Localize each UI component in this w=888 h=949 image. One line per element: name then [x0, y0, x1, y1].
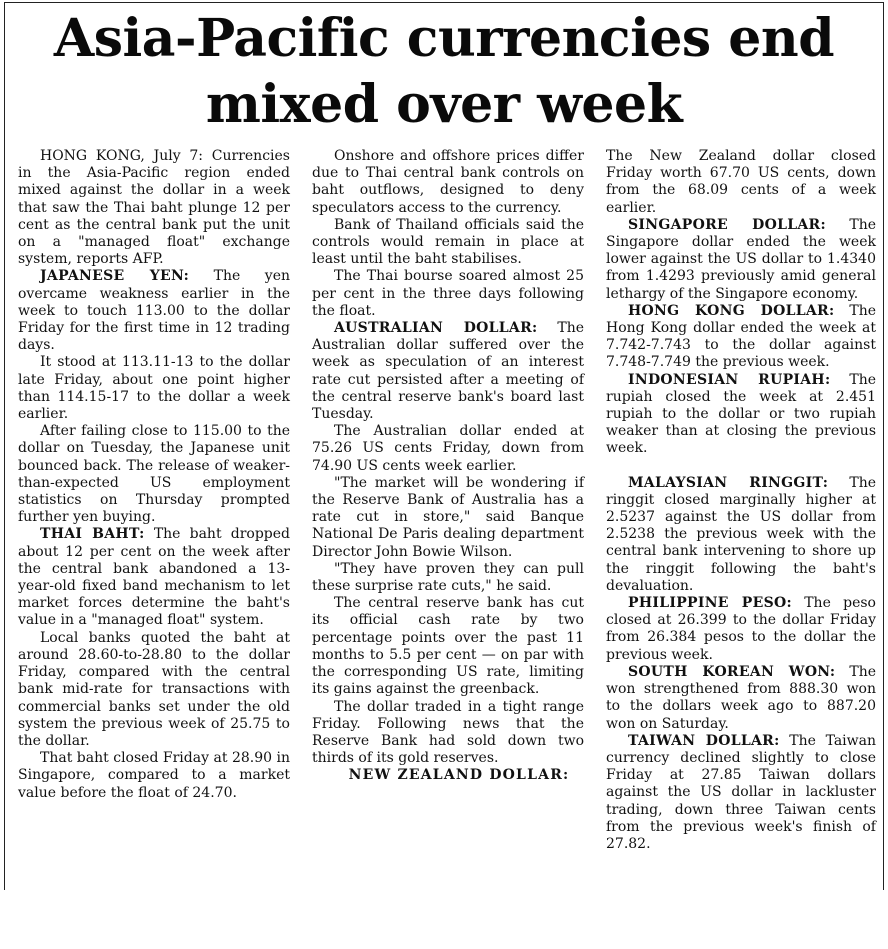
article-paragraph [312, 561, 584, 595]
currency-lead-in: SOUTH KOREAN WON: [628, 663, 836, 680]
currency-lead-in: JAPANESE YEN: [40, 268, 190, 285]
article-paragraph [312, 699, 584, 768]
article-column-1 [18, 148, 290, 802]
article-paragraph [312, 423, 584, 475]
paragraph-text: The Hong Kong dollar ended the week at 7.742-7.743 to the dollar against 7.748-7.749 the previous week. [606, 302, 876, 371]
article-paragraph [18, 268, 290, 354]
paragraph-text: The Singapore dollar ended the week lower against the US dollar to 1.4340 from 1.4293 previously amid general lethargy of the Singapore economy. [606, 216, 876, 302]
section-subhead: NEW ZEALAND DOLLAR: [348, 767, 570, 784]
paragraph-text: It stood at 113.11-13 to the dollar late Friday, about one point higher than 114.15-17 to the dollar a week earlier. [18, 354, 290, 423]
paragraph-text: The Taiwan currency declined slightly to close Friday at 27.85 Taiwan dollars against the US dollar in lackluster trading, down three Taiwan cents from the previous week's finish of 27.82. [606, 732, 877, 852]
paragraph-text: The baht dropped about 12 per cent on the week after the central bank abandoned a 13-year-old fixed band mechanism to let market forces determine the baht's value in a "managed float" system. [18, 526, 290, 629]
article-paragraph [606, 595, 876, 664]
currency-lead-in: PHILIPPINE PESO: [628, 595, 792, 612]
article-paragraph [18, 630, 290, 750]
paragraph-text: The Australian dollar suffered over the week as speculation of an interest rate cut persisted after a meeting of the central reserve bank's board last Tuesday. [312, 320, 584, 423]
currency-lead-in: INDONESIAN RUPIAH: [628, 371, 831, 388]
paragraph-text: The Thai bourse soared almost 25 per cent in the three days following the float. [312, 268, 584, 319]
currency-lead-in: AUSTRALIAN DOLLAR: [334, 320, 538, 337]
article-paragraph [18, 526, 290, 629]
currency-lead-in: HONG KONG DOLLAR: [628, 302, 835, 319]
article-column-3 [606, 148, 876, 853]
paragraph-text: Local banks quoted the baht at around 28.60-to-28.80 to the dollar Friday, compared with the central bank mid-rate for transactions with commercial banks set under the old system the previous week of 25.75 to the dollar. [18, 629, 290, 749]
paragraph-text: The ringgit closed marginally higher at 2.5237 against the US dollar from 2.5238 the previous week with the central bank intervening to shore up the ringgit following the baht's devaluation. [606, 474, 877, 594]
article-paragraph [18, 750, 290, 802]
article-paragraph [312, 268, 584, 320]
paragraph-text: The central reserve bank has cut its official cash rate by two percentage points over the past 11 months to 5.5 per cent — on par with the corresponding US rate, limiting its gains against the greenback. [312, 595, 584, 698]
article-paragraph [312, 320, 584, 423]
paragraph-text: The dollar traded in a tight range Friday. Following news that the Reserve Bank had sold down two thirds of its gold reserves. [312, 698, 584, 767]
paragraph-text: The New Zealand dollar closed Friday worth 67.70 US cents, down from the 68.09 cents of a week earlier. [606, 148, 876, 216]
headline-line-1: Asia-Pacific currencies end [53, 8, 835, 69]
currency-lead-in: TAIWAN DOLLAR: [628, 732, 780, 749]
article-paragraph [606, 733, 876, 853]
article-paragraph [606, 664, 876, 733]
article-paragraph [606, 217, 876, 303]
article-paragraph [606, 372, 876, 458]
article-paragraph [606, 148, 876, 217]
paragraph-text: The peso closed at 26.399 to the dollar Friday from 26.384 pesos to the dollar the previous week. [606, 595, 876, 663]
article-paragraph [312, 595, 584, 698]
headline-line-2: mixed over week [205, 74, 683, 135]
article-paragraph [606, 475, 876, 595]
paragraph-text: "They have proven they can pull these surprise rate cuts," he said. [312, 560, 584, 595]
article-paragraph [18, 148, 290, 268]
article-paragraph [606, 303, 876, 372]
article-paragraph [312, 217, 584, 269]
paragraph-text: The won strengthened from 888.30 won to the dollars week ago to 887.20 won on Saturday. [606, 663, 876, 732]
article-paragraph [312, 475, 584, 561]
paragraph-text: The Australian dollar ended at 75.26 US cents Friday, down from 74.90 US cents week earlier. [312, 423, 584, 474]
paragraph-text: "The market will be wondering if the Reserve Bank of Australia has a rate cut in store," said Banque National De Paris dealing department Director John Bowie Wilson. [312, 474, 584, 560]
currency-lead-in: THAI BAHT: [40, 526, 145, 543]
paragraph-text: Onshore and offshore prices differ due to Thai central bank controls on baht outflows, designed to deny speculators access to the currency. [312, 148, 584, 216]
currency-lead-in: SINGAPORE DOLLAR: [628, 216, 826, 233]
article-paragraph [18, 423, 290, 526]
currency-lead-in: MALAYSIAN RINGGIT: [628, 474, 829, 491]
paragraph-text: The rupiah closed the week at 2.451 rupiah to the dollar or two rupiah weaker than at closing the previous week. [606, 371, 877, 457]
paragraph-text: The yen overcame weakness earlier in the week to touch 113.00 to the dollar Friday for the first time in 12 trading days. [18, 268, 290, 354]
paragraph-text: HONG KONG, July 7: Currencies in the Asia-Pacific region ended mixed against the dollar in a week that saw the Thai baht plunge 12 per cent as the central bank put the unit on a "managed float" exchange system, reports AFP. [18, 148, 290, 268]
paragraph-text: After failing close to 115.00 to the dollar on Tuesday, the Japanese unit bounced back. The release of weaker-than-expected US employment statistics on Thursday prompted further yen buying. [18, 423, 290, 526]
headline [0, 6, 888, 138]
article-paragraph [312, 148, 584, 217]
article-paragraph [18, 354, 290, 423]
paragraph-text: That baht closed Friday at 28.90 in Singapore, compared to a market value before the float of 24.70. [18, 750, 290, 801]
paragraph-text: Bank of Thailand officials said the controls would remain in place at least until the baht stabilises. [312, 216, 584, 268]
article-column-2 [312, 148, 584, 785]
